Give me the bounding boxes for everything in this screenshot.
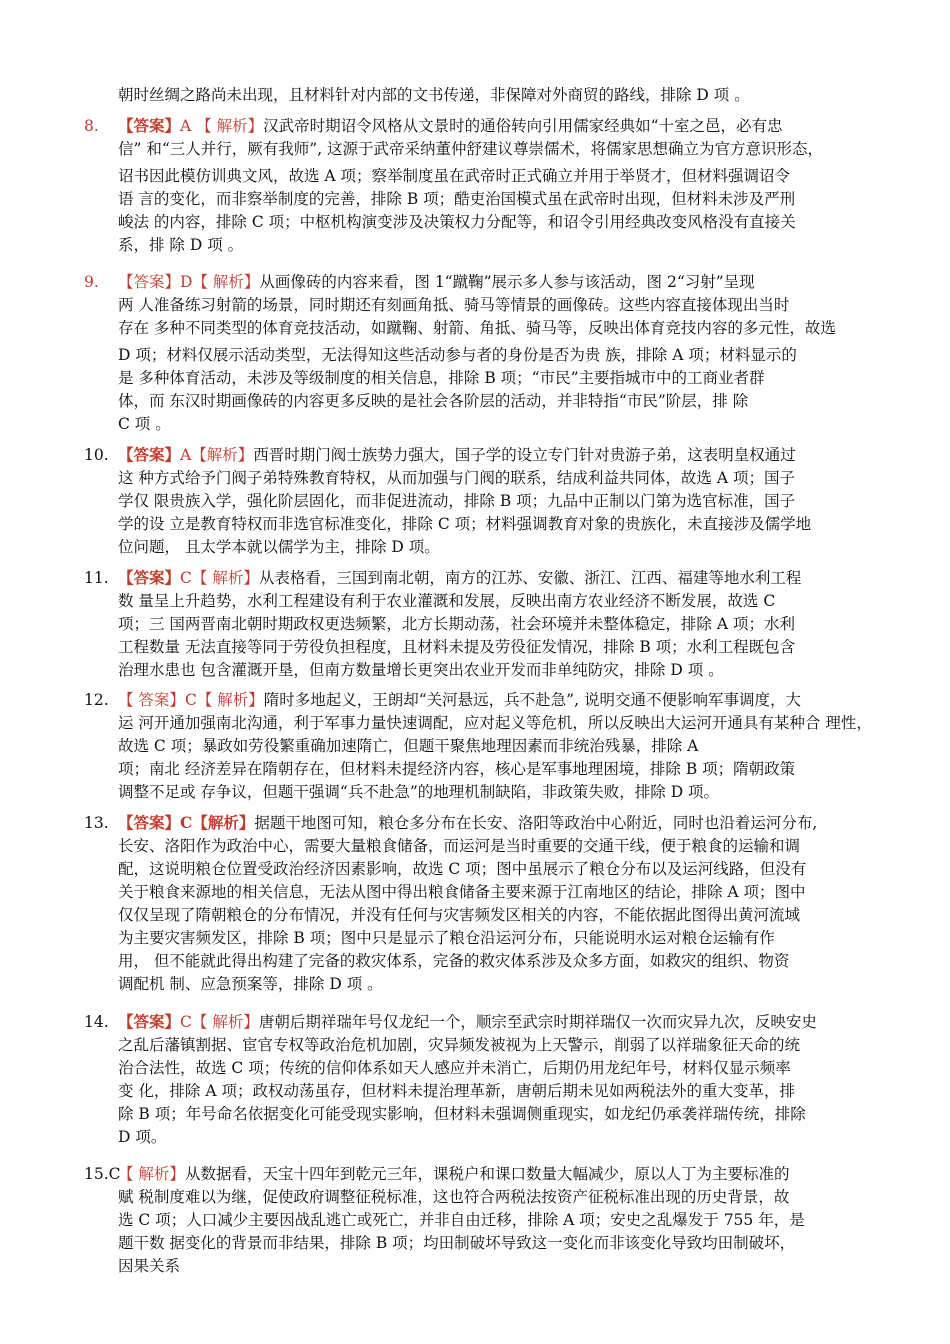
- item-number: 15.C: [84, 1165, 121, 1183]
- analysis-tag: 【解析】: [192, 813, 255, 832]
- item-text-line: 学的设 立是教育特权而非选官标准变化，排除 C 项；材料强调教育对象的贵族化，未直接涉及儒学地: [118, 515, 812, 533]
- answer-tag: 【答案】: [118, 273, 181, 291]
- item-text-line: 汉武帝时期诏令风格从文景时的通俗转向引用儒家经典如“十室之邑，必有忠: [263, 117, 783, 135]
- analysis-tag: 【 解析】: [196, 691, 264, 709]
- answer-tag: 【答案】: [118, 445, 181, 464]
- question-item-8: [84, 114, 874, 257]
- analysis-tag: 【 解析】: [191, 1013, 259, 1031]
- question-item-14: [84, 1010, 874, 1149]
- item-text-line: 语 言的变化，而非察举制度的完善，排除 B 项；酷吏治国模式虽在武帝时出现，但材料未涉及严刑: [118, 190, 796, 208]
- item-text-line: 从数据看，天宝十四年到乾元三年，课税户和课口数量大幅减少，原以人丁为主要标准的: [184, 1165, 790, 1183]
- item-text-line: 从表格看，三国到南北朝，南方的江苏、安徽、浙江、江西、福建等地水利工程: [258, 569, 802, 587]
- item-number: 12.: [84, 691, 109, 709]
- item-text-line: 变 化，排除 A 项；政权动荡虽存，但材料未提治理革新，唐朝后期未见如两税法外的重大变革，排: [118, 1082, 795, 1100]
- analysis-tag: 【 解析】: [191, 569, 259, 587]
- answer-letter: A: [180, 117, 192, 135]
- item-text-line: 唐朝后期祥瑞年号仅龙纪一个，顺宗至武宗时期祥瑞仅一次而灾异九次，反映安史: [258, 1013, 817, 1031]
- item-text-line: 据题干地图可知，粮仓多分布在长安、洛阳等政治中心附近，同时也沿着运河分布,: [254, 814, 818, 832]
- answer-letter: C: [184, 691, 197, 709]
- item-text-line: 为主要灾害频发区，排除 B 项；图中只是显示了粮仓沿运河分布，只能说明水运对粮仓运输有作: [118, 929, 775, 947]
- item-text-line: 调配机 制、应急预案等，排除 D 项 。: [118, 975, 383, 993]
- item-text-line: 是 多种体育活动，未涉及等级制度的相关信息，排除 B 项；“市民”主要指城市中的工商业者群: [118, 369, 765, 387]
- item-text-line: 信” 和“三人并行，厥有我师”, 这源于武帝采纳董仲舒建议尊崇儒术，将儒家思想确立为官方意识形态，: [118, 140, 824, 158]
- item-text-line: 仅仅呈现了隋朝粮仓的分布情况，并没有任何与灾害频发区相关的内容，不能依据此图得出黄河流域: [118, 906, 801, 924]
- item-text-line: 题干数 据变化的背景而非结果，排除 B 项；均田制破坏导致这一变化而非该变化导致均田制破坏，: [118, 1234, 796, 1252]
- answer-tag: 【答案】: [118, 1012, 181, 1031]
- item-number: 10.: [84, 446, 109, 464]
- answer-tag: 【答案】: [118, 116, 181, 135]
- item-text-line: 调整不足或 存争议，但题干强调“兵不赴急”的地理机制缺陷，非政策失败，排除 D 项。: [118, 783, 720, 801]
- item-text-line: 长安、洛阳作为政治中心，需要大量粮食储备，而运河是当时重要的交通干线，便于粮食的运输和调: [118, 837, 801, 855]
- item-text-line: 隋时多地起义，王朗却“关河悬远，兵不赴急”, 说明交通不便影响军事调度，大: [263, 691, 801, 709]
- item-text-line: 运 河开通加强南北沟通，利于军事力量快速调配，应对起义等危机，所以反映出大运河开通具有某种合 理性，故选 C 项；暴政如劳役繁重确加速隋亡，但题干聚焦地理因素而非统治残暴，排除 A: [118, 714, 872, 755]
- item-text-line: C 项 。: [118, 415, 171, 433]
- analysis-tag: 【 解析】: [118, 1165, 185, 1183]
- item-text-line: 学仅 限贵族入学，强化阶层固化，而非促进流动，排除 B 项；九品中正制以门第为选官标准，国子: [118, 492, 796, 510]
- question-item-15: [84, 1163, 874, 1278]
- question-item-10: [84, 443, 874, 559]
- question-item-11: [84, 566, 874, 682]
- item-text-line: 诏书因此模仿训典文风，故选 A 项；察举制度虽在武帝时正式确立并用于举贤才，但材料强调诏令: [118, 167, 791, 185]
- item-text-line: 两 人准备练习射箭的场景，同时期还有刻画角抵、骑马等情景的画像砖。这些内容直接体现出当时: [118, 296, 790, 314]
- answer-letter: D: [180, 273, 193, 291]
- item-text-line: 赋 税制度难以为继，促使政府调整征税标准，这也符合两税法按资产征税标准出现的历史背景，故: [118, 1188, 790, 1206]
- item-number: 14.: [84, 1013, 109, 1031]
- answer-tag: 【 答案】: [118, 691, 185, 709]
- analysis-tag: 【 解析】: [192, 273, 260, 291]
- item-text-line: 除 B 项；年号命名依据变化可能受现实影响，但材料未强调侧重现实，如龙纪仍承袭祥瑞传统，排除: [118, 1105, 806, 1123]
- item-text-line: 用， 但不能就此得出构建了完备的救灾体系，完备的救灾体系涉及众多方面，如救灾的组织、物资: [118, 952, 790, 970]
- answer-letter: C: [180, 569, 192, 587]
- item-text-line: D 项。: [118, 1128, 167, 1146]
- item-text-line: 项；南北 经济差异在隋朝存在，但材料未提经济内容，核心是军事地理困境，排除 B 项；隋朝政策: [118, 760, 796, 778]
- answer-tag: 【答案】: [118, 568, 181, 587]
- item-text-line: 关于粮食来源地的相关信息，无法从图中得出粮食储备主要来源于江南地区的结论，排除 A 项；图中: [118, 883, 806, 901]
- item-text-line: D 项；材料仅展示活动类型，无法得知这些活动参与者的身份是否为贵 族，排除 A 项；材料显示的: [118, 346, 797, 364]
- item-number: 13.: [84, 814, 109, 832]
- item-number: 9.: [84, 273, 99, 291]
- question-item-9: [84, 271, 874, 436]
- answer-letter: C: [180, 1013, 192, 1031]
- document-page: [84, 84, 874, 1278]
- item-text-line: 之乱后藩镇割据、宦官专权等政治危机加剧，灾异频发被视为上天警示，削弱了以祥瑞象征天命的统: [118, 1036, 801, 1054]
- item-text-line: 选 C 项；人口减少主要因战乱逃亡或死亡，并非自由迁移，排除 A 项；安史之乱爆发于 755 年，是: [118, 1211, 805, 1229]
- item-text-line: 配，这说明粮仓位置受政治经济因素影响，故选 C 项；图中虽展示了粮仓分布以及运河线路，但没有: [118, 860, 807, 878]
- question-item-13: [84, 811, 874, 996]
- item-text-line: 数 量呈上升趋势，水利工程建设有利于农业灌溉和发展，反映出南方农业经济不断发展，故选 C: [118, 592, 776, 610]
- question-item-12: [84, 689, 874, 804]
- item-text-line: 因果关系: [118, 1257, 181, 1275]
- analysis-tag: 【 解析】: [196, 117, 264, 135]
- answer-letter: C: [180, 813, 193, 832]
- item-text-line: 系，排 除 D 项 。: [118, 236, 244, 254]
- item-text-line: 体，而 东汉时期画像砖的内容更多反映的是社会各阶层的活动，并非特指“市民”阶层，排 除: [118, 392, 749, 410]
- answer-tag: 【答案】: [118, 813, 181, 832]
- item-text-line: 治理水患也 包含灌溉开垦，但南方数量增长更突出农业开发而非单纯防灾，排除 D 项 。: [118, 661, 724, 679]
- item-text-line: 西晋时期门阀士族势力强大，国子学的设立专门针对贵游子弟，这表明皇权通过: [253, 446, 796, 464]
- item-number: 11.: [84, 569, 109, 587]
- answer-letter: A: [180, 446, 192, 464]
- item-text-line: 治合法性，故选 C 项；传统的信仰体系如天人感应并未消亡，后期仍用龙纪年号，材料仅显示频率: [118, 1059, 791, 1077]
- item-text-line: 从画像砖的内容来看，图 1“蹴鞠”展示多人参与该活动，图 2“习射”呈现: [259, 273, 755, 291]
- item-text-line: 位问题， 且太学本就以儒学为主，排除 D 项。: [118, 538, 440, 556]
- analysis-tag: 【解析】: [191, 446, 254, 464]
- item-text-line: 工程数量 无法直接等同于劳役负担程度，且材料未提及劳役征发情况，排除 B 项；水利工程既包含: [118, 638, 796, 656]
- continued-line: 朝时丝绸之路尚未出现，且材料针对内部的文书传递，非保障对外商贸的路线，排除 D 项 。: [118, 86, 750, 104]
- item-text-line: 项；三 国两晋南北朝时期政权更迭频繁，北方长期动荡，社会环境并未整体稳定，排除 A 项；水利: [118, 615, 795, 633]
- item-text-line: 峻法 的内容，排除 C 项；中枢机构演变涉及决策权力分配等，和诏令引用经典改变风格没有直接关: [118, 213, 796, 231]
- item-text-line: 存在 多种不同类型的体育竞技活动，如蹴鞠、射箭、角抵、骑马等，反映出体育竞技内容的多元性，故选: [118, 319, 836, 337]
- item-number: 8.: [84, 117, 99, 135]
- item-text-line: 这 种方式给予门阀子弟特殊教育特权，从而加强与门阀的联系，结成利益共同体，故选 A 项；国子: [118, 469, 795, 487]
